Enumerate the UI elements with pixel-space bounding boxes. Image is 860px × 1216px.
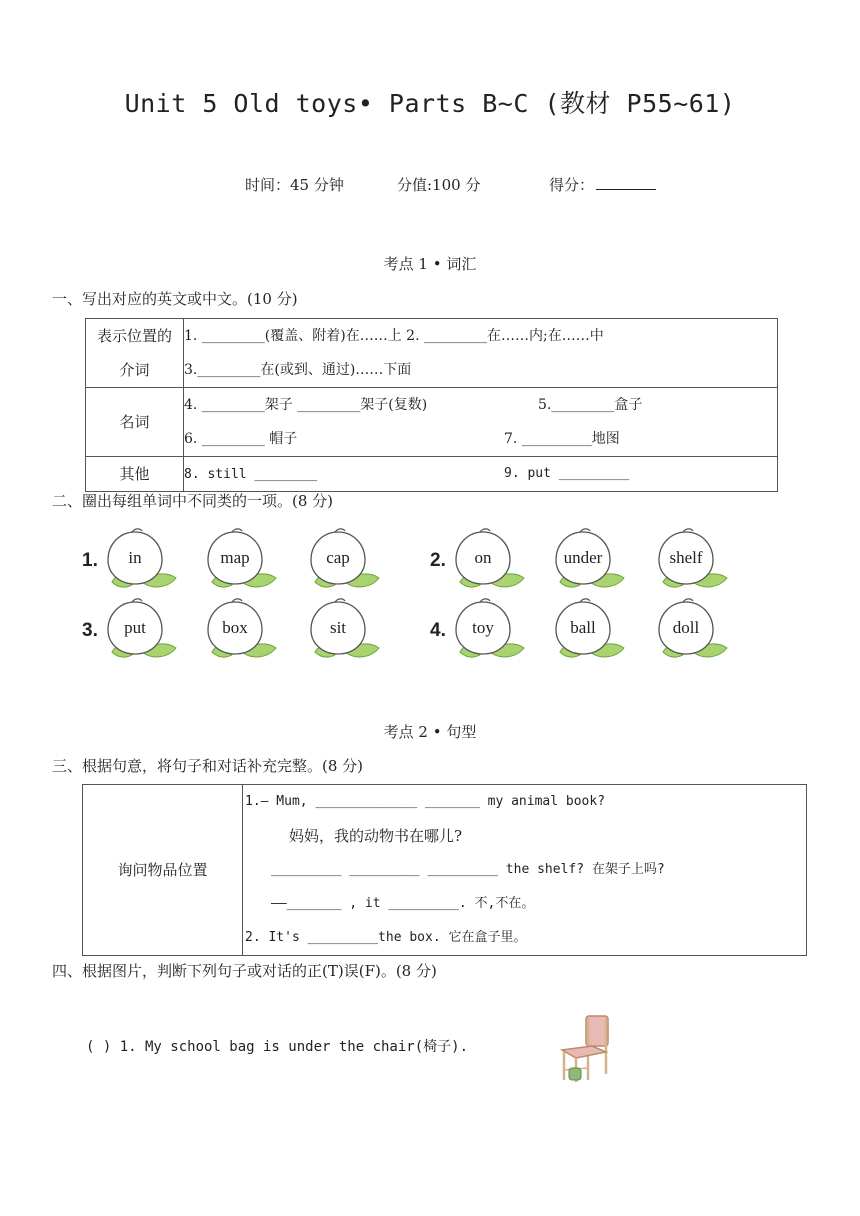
vocab-cell-prepositions — [184, 319, 778, 388]
sentence-q1[interactable]: 1.— Mum, _____________ _______ my animal book? — [245, 794, 606, 809]
word-option[interactable]: sit — [305, 596, 385, 666]
sentence-label: 询问物品位置 — [83, 785, 243, 956]
vocab-cell-nouns — [184, 388, 778, 457]
vocab-label-prepositions: 表示位置的 介词 — [86, 319, 184, 388]
word-option[interactable]: box — [202, 596, 282, 666]
time-limit: 时间：45 分钟 — [245, 176, 344, 194]
word-option[interactable]: map — [202, 526, 282, 596]
vocab-q4[interactable]: 4. _________架子 _________架子(复数) — [184, 397, 428, 413]
vocab-label-nouns: 名词 — [86, 388, 184, 457]
word-option[interactable]: cap — [305, 526, 385, 596]
sentence-q2[interactable]: 2. It's _________the box. 它在盒子里。 — [245, 930, 527, 945]
group-number: 3. — [82, 620, 98, 641]
word-option[interactable]: toy — [450, 596, 530, 666]
section-3-title: 三、根据句意，将句子和对话补充完整。(8 分) — [52, 757, 364, 775]
vocab-cell-other — [184, 457, 778, 492]
vocab-row-nouns — [86, 388, 778, 457]
word-option[interactable]: ball — [550, 596, 630, 666]
vocab-q9[interactable]: 9. put _________ — [504, 466, 630, 481]
sentence-cell — [243, 785, 807, 956]
section-4-title: 四、根据图片，判断下列句子或对话的正(T)误(F)。(8 分) — [52, 962, 437, 980]
score-field — [549, 174, 656, 195]
vocab-q5[interactable]: 5._________盒子 — [538, 397, 643, 413]
section-2-title: 二、圈出每组单词中不同类的一项。(8 分) — [52, 492, 334, 510]
vocab-label-other: 其他 — [86, 457, 184, 492]
group-number: 1. — [82, 550, 98, 571]
section-1-title: 一、写出对应的英文或中文。(10 分) — [52, 290, 298, 308]
page-title: Unit 5 Old toys• Parts B~C (教材 P55~61) — [124, 89, 736, 118]
vocab-table — [85, 318, 778, 492]
group-number: 2. — [430, 550, 446, 571]
word-option[interactable]: put — [102, 596, 182, 666]
sentence-q1-line4[interactable]: ——_______ , it _________. 不,不在。 — [271, 896, 535, 911]
vocab-q7[interactable]: 7. __________地图 — [504, 431, 620, 447]
vocab-q8[interactable]: 8. still ________ — [184, 467, 318, 482]
word-option[interactable]: on — [450, 526, 530, 596]
vocab-q3[interactable]: 3._________在(或到、通过)……下面 — [184, 362, 412, 378]
topic-heading-2: 考点 2 • 句型 — [383, 723, 477, 741]
score-label: 得分： — [549, 176, 595, 194]
word-option[interactable]: in — [102, 526, 182, 596]
sentence-q1-translation: 妈妈，我的动物书在哪儿? — [289, 827, 463, 845]
word-option[interactable]: under — [550, 526, 630, 596]
school-bag-icon — [569, 1068, 581, 1080]
vocab-q6[interactable]: 6. _________ 帽子 — [184, 431, 298, 447]
word-groups — [0, 520, 860, 680]
chair-image — [556, 1012, 614, 1084]
total-points: 分值:100 分 — [397, 176, 481, 194]
word-option[interactable]: shelf — [653, 526, 733, 596]
score-blank — [596, 175, 656, 190]
group-number: 4. — [430, 620, 446, 641]
sentence-table — [82, 784, 807, 956]
topic-heading-1: 考点 1 • 词汇 — [383, 255, 477, 273]
sentence-q1-line3[interactable]: _________ _________ _________ the shelf? 在架子上吗? — [271, 862, 665, 877]
vocab-row-other — [86, 457, 778, 492]
vocab-row-prepositions — [86, 319, 778, 388]
word-option[interactable]: doll — [653, 596, 733, 666]
judge-q1[interactable]: ( ) 1. My school bag is under the chair(椅子). — [86, 1039, 469, 1055]
vocab-q1-2[interactable]: 1. _________(覆盖、附着)在……上 2. _________在……内;在……中 — [184, 328, 604, 344]
